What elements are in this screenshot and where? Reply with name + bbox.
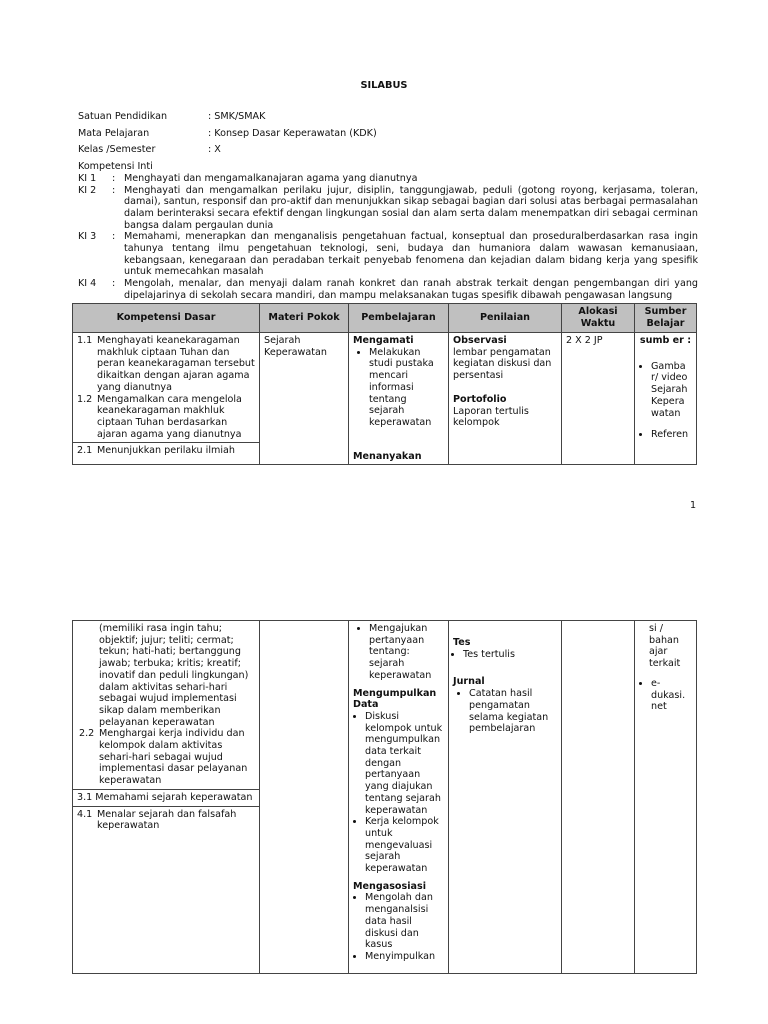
- column-header: Materi Pokok: [260, 304, 349, 333]
- portofolio-heading: Portofolio: [453, 393, 507, 405]
- kd-text: Menghayati keanekaragaman makhluk ciptaan Tuhan dan peran keanekaragaman tersebut dikaitkan dengan ajaran agama yang dianutnya: [97, 335, 255, 393]
- sumber-cell: [635, 621, 697, 974]
- kd-number: 4.1: [77, 808, 93, 820]
- meta-block: [78, 111, 698, 302]
- kd-cell: [73, 621, 260, 790]
- list-item: • Kerja kelompok untuk mengevaluasi sejarah keperawatan: [365, 816, 444, 875]
- list-item: • Melakukan studi pustaka mencari informasi tentang sejarah keperawatan: [369, 347, 444, 429]
- ki-code: KI 1: [78, 172, 97, 184]
- kd-text: Menghargai kerja individu dan kelompok dalam aktivitas sehari-hari sebagai wujud implementasi dasar pelayanan keperawatan: [99, 728, 248, 787]
- jurnal-list: [453, 688, 557, 735]
- table-row: [73, 621, 697, 790]
- mengasosiasi-heading: Mengasosiasi: [353, 880, 426, 892]
- syllabus-table-p1: [72, 303, 697, 465]
- materi-cell: [260, 621, 349, 974]
- list-item: • Tes tertulis: [463, 649, 557, 661]
- meta-value: : X: [208, 144, 221, 156]
- kd-number: 2.1: [77, 445, 93, 457]
- tes-heading: Tes: [453, 637, 471, 648]
- sumber-cell: [635, 333, 697, 465]
- alokasi-cell: [562, 621, 635, 974]
- ki-separator: :: [112, 184, 116, 196]
- kd-cell: [73, 806, 260, 973]
- alokasi-cell: 2 X 2 JP: [562, 333, 635, 465]
- penilaian-cell: [449, 333, 562, 465]
- sumber-list: [639, 678, 692, 713]
- kd-continuation: (memiliki rasa ingin tahu; objektif; jujur; teliti; cermat; tekun; hati-hati; bertanggung jawab; terbuka; kritis; kreatif; inovatif dan peduli lingkungan) dalam aktivitas sehari-hari sebagai wujud implementasi sikap dalam memberikan pelayanan keperawatan: [99, 623, 249, 728]
- list-item: • Diskusi kelompok untuk mengumpulkan data terkait dengan pertanyaan yang diajukan tentang sejarah keperawatan: [365, 711, 444, 816]
- observasi-text: lembar pengamatan kegiatan diskusi dan persentasi: [453, 346, 552, 382]
- kd-cell: [73, 443, 260, 465]
- list-item: • Mengolah dan menganalsisi data hasil diskusi dan kasus: [365, 892, 444, 951]
- observasi-heading: Observasi: [453, 335, 507, 346]
- mengumpulkan-list: [353, 711, 444, 875]
- ki-separator: :: [112, 231, 116, 243]
- mengasosiasi-list: [353, 892, 444, 962]
- tes-list: [453, 649, 557, 661]
- kd-item: [77, 335, 255, 394]
- column-header: Pembelajaran: [349, 304, 449, 333]
- ki-separator: :: [112, 172, 116, 184]
- ki-separator: :: [112, 278, 116, 290]
- table-row: [73, 333, 697, 443]
- table-header-row: [73, 304, 697, 333]
- syllabus-table-p2: [72, 620, 697, 974]
- meta-row: [78, 128, 698, 140]
- kd-item: [77, 445, 255, 457]
- mengamati-heading: Mengamati: [353, 335, 414, 346]
- column-header: Kompetensi Dasar: [73, 304, 260, 333]
- menanyakan-list: [353, 623, 444, 682]
- ki-text: Memahami, menerapkan dan menganalisis pengetahuan factual, konseptual dan proseduralberdasarkan rasa ingin tahunya tentang ilmu pengetahuan teknologi, seni, budaya dan humaniora dalam wawasan kemanusiaan, kebangsaan, kenegaraan dan peradaban terkait penyebab fenomena dan kejadian dalam bidang kerja yang spesifik untuk memecahkan masalah: [124, 231, 698, 278]
- meta-label: Mata Pelajaran: [78, 127, 150, 139]
- kd-number: 1.2: [77, 393, 93, 405]
- ki-text: Menghayati dan mengamalkanajaran agama yang dianutnya: [124, 172, 418, 184]
- ki-row: [78, 173, 698, 185]
- mengamati-list: [353, 347, 444, 429]
- document-title: SILABUS: [360, 80, 408, 91]
- meta-row: [78, 111, 698, 123]
- meta-value: : SMK/SMAK: [208, 111, 266, 122]
- list-item: • Gamba r/ video Sejarah Kepera watan: [651, 361, 692, 420]
- list-item: • Mengajukan pertanyaan tentang: sejarah keperawatan: [369, 623, 444, 682]
- sumber-heading: sumb er :: [639, 335, 692, 346]
- mengumpulkan-heading: Mengumpulkan Data: [353, 687, 437, 711]
- kd-item: [77, 394, 255, 441]
- pembelajaran-cell: [349, 333, 449, 465]
- kd-text: Menunjukkan perilaku ilmiah: [97, 445, 235, 457]
- column-header: Penilaian: [449, 304, 562, 333]
- kd-cell: [73, 333, 260, 443]
- ki-heading: Kompetensi Inti: [78, 161, 153, 173]
- kd-number: 2.2: [79, 728, 95, 740]
- kd-cell: 3.1 Memahami sejarah keperawatan: [73, 789, 260, 806]
- penilaian-cell: [449, 621, 562, 974]
- jurnal-heading: Jurnal: [453, 676, 485, 688]
- ki-row: [78, 231, 698, 278]
- kd-number: 1.1: [77, 335, 93, 346]
- kd-text: Mengamalkan cara mengelola keanekaragaman makhluk ciptaan Tuhan berdasarkan ajaran agama yang dianutnya: [97, 393, 242, 440]
- menanyakan-heading: Menanyakan: [353, 450, 422, 462]
- kd-item: [77, 809, 255, 832]
- kd-item: [79, 728, 255, 787]
- ki-text: Menghayati dan mengamalkan perilaku jujur, disiplin, tanggungjawab, peduli (gotong royong, kerjasama, toleran, damai), santun, responsif dan pro-aktif dan menunjukkan sikap sebagai bagian dari solusi atas berbagai permasalahan dalam berinteraksi secara efektif dengan lingkungan sosial dan alam serta dalam menempatkan diri sebagai cerminan bangsa dalam pergaulan dunia: [124, 184, 698, 231]
- pembelajaran-cell: [349, 621, 449, 974]
- meta-label: Satuan Pendidikan: [78, 111, 168, 122]
- ki-code: KI 3: [78, 231, 97, 243]
- column-header: Sumber Belajar: [635, 304, 697, 333]
- list-item: • e-dukasi. net: [651, 678, 692, 713]
- ki-code: KI 4: [78, 278, 97, 290]
- column-header: Alokasi Waktu: [562, 304, 635, 333]
- ki-row: [78, 278, 698, 301]
- sumber-list: [639, 361, 692, 441]
- kd-text: Menalar sejarah dan falsafah keperawatan: [97, 808, 237, 832]
- list-item: • Referen: [651, 429, 692, 441]
- list-item: • Catatan hasil pengamatan selama kegiatan pembelajaran: [469, 688, 557, 735]
- meta-row: [78, 144, 698, 156]
- page-number: 1: [690, 500, 697, 511]
- ki-code: KI 2: [78, 184, 97, 196]
- ki-row: [78, 185, 698, 232]
- meta-label: Kelas /Semester: [78, 144, 156, 156]
- page-2: [0, 600, 768, 1024]
- meta-value: : Konsep Dasar Keperawatan (KDK): [208, 127, 377, 139]
- sumber-continuation: si / bahan ajar terkait: [649, 623, 681, 670]
- materi-cell: Sejarah Keperawatan: [260, 333, 349, 465]
- ki-text: Mengolah, menalar, dan menyaji dalam ranah konkret dan ranah abstrak terkait dengan pengembangan diri yang dipelajarinya di sekolah secara mandiri, dan mampu melaksanakan tugas spesifik dibawah pengawasan langsung: [124, 278, 698, 301]
- list-item: • Menyimpulkan: [365, 951, 444, 963]
- portofolio-text: Laporan tertulis kelompok: [453, 405, 529, 429]
